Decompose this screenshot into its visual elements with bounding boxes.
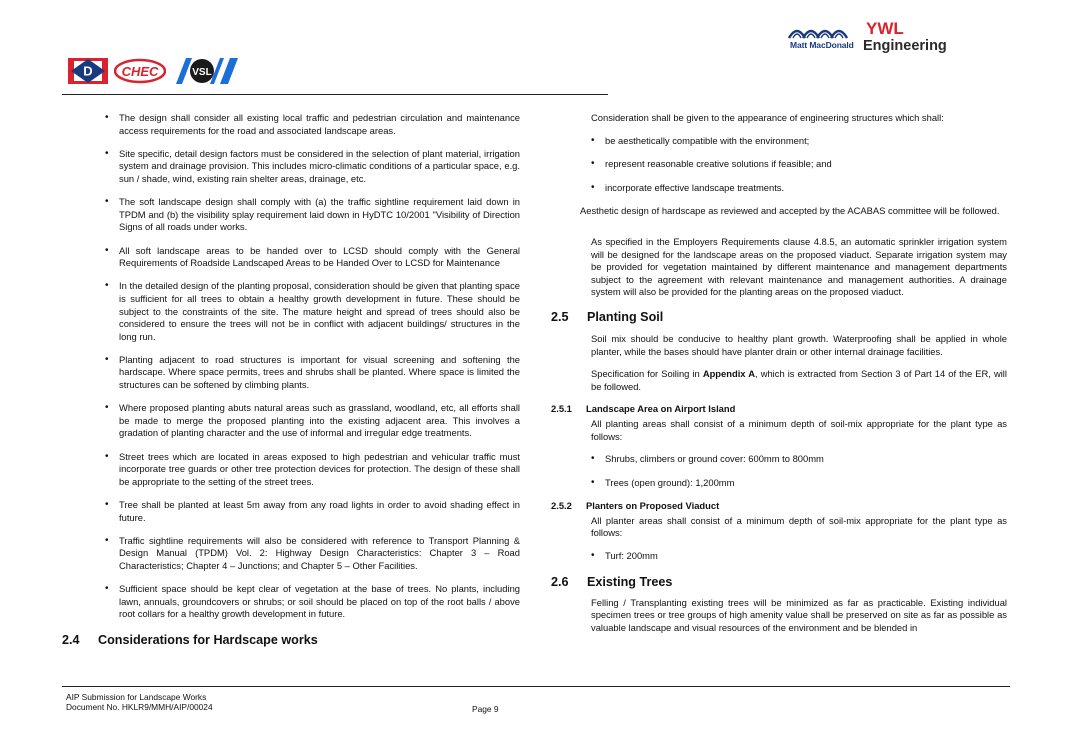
list-item: • incorporate effective landscape treatments. xyxy=(551,182,1007,195)
section-number: 2.4 xyxy=(62,632,80,647)
section-heading-2-5-1 xyxy=(551,403,1007,416)
airport-bullet-list xyxy=(551,453,1007,489)
list-item: • Turf: 200mm xyxy=(551,550,1007,563)
section-title: Considerations for Hardscape works xyxy=(98,632,318,647)
section-title: Existing Trees xyxy=(587,574,673,589)
section-number: 2.5.2 xyxy=(551,500,572,512)
list-item: • Sufficient space should be kept clear of vegetation at the base of trees. No plants, including lawn, annuals, groundcovers or shrubs; or soil should be placed on top of the root balls / above root collars for a healthy growth development in future. xyxy=(62,583,520,621)
section-heading-2-5 xyxy=(551,309,1007,325)
list-item: • represent reasonable creative solutions if feasible; and xyxy=(551,158,1007,171)
vsl-logo-text: VSL xyxy=(192,67,212,78)
d-logo xyxy=(68,58,108,84)
partner-logos xyxy=(68,56,240,86)
chec-logo-text: CHEC xyxy=(121,64,159,79)
list-item: • Street trees which are located in areas exposed to high pedestrian and vehicular traffic must incorporate tree guards or other tree protection devices for protection. The design of these shall be appropriate to the setting of the street trees. xyxy=(62,451,520,489)
section-title: Landscape Area on Airport Island xyxy=(586,403,736,415)
footer-title: AIP Submission for Landscape Works xyxy=(66,692,207,702)
section-title: Planting Soil xyxy=(587,309,664,324)
section-number: 2.6 xyxy=(551,574,569,589)
sprinkler-paragraph: As specified in the Employers Requirements clause 4.8.5, an automatic sprinkler irrigation system will be designed for the landscape areas on the proposed viaduct. Separate irrigation system may be provided for vegetation maintained by different maintenance and management departments subject to the agreement with relevant maintenance and management authorities. A drainage system will also be provided for the planting areas on the proposed viaduct. xyxy=(591,235,1007,298)
existing-trees-paragraph: Felling / Transplanting existing trees will be minimized as far as practicable. Existing individual specimen trees or tree groups of high amenity value shall be preserved on site as far as possible as valuable landscape and visual resources of the environment and be blended in xyxy=(591,596,1007,633)
appendix-a-ref: Appendix A xyxy=(702,368,756,380)
footer-document-info xyxy=(66,692,213,712)
right-column xyxy=(551,112,1007,644)
section-heading-2-5-2 xyxy=(551,500,1007,513)
list-item: • be aesthetically compatible with the environment; xyxy=(551,135,1007,148)
matt-macdonald-text: Matt MacDonald xyxy=(790,40,854,50)
list-item: • In the detailed design of the planting proposal, consideration should be given that planting space is sufficient for all trees to obtain a healthy growth development in future. These should be subject to the constraints of the site. The mature height and spread of trees should also be considered to ensure the trees will not be in conflict with adjacent buildings/ structures in the long run. xyxy=(62,280,520,343)
hardscape-bullet-list xyxy=(551,135,1007,195)
list-item: • The soft landscape design shall comply with (a) the traffic sightline requirement laid down in TPDM and (b) the visibility splay requirement laid down in HyDTC 10/2001 "Visibility of Direction Signs of all roads under works. xyxy=(62,196,520,234)
soil-mix-paragraph: Soil mix should be conducive to healthy plant growth. Waterproofing shall be applied in whole planter, while the bases should have planter drain or other internal drainage facilities. xyxy=(591,332,1007,357)
hardscape-intro: Consideration shall be given to the appearance of engineering structures which shall: xyxy=(591,112,944,123)
section-title: Planters on Proposed Viaduct xyxy=(586,500,720,512)
page-number: Page 9 xyxy=(472,704,499,714)
footer-document-number: Document No. HKLR9/MMH/AIP/00024 xyxy=(66,702,213,712)
section-heading-2-6 xyxy=(551,574,1007,590)
viaduct-bullet-list xyxy=(551,550,1007,563)
d-logo-text: D xyxy=(83,63,93,79)
chec-logo xyxy=(114,58,166,84)
spec-text-post: , which is extracted from Section 3 of Part 14 of the ER, will be followed. xyxy=(591,368,1007,392)
list-item: • Shrubs, climbers or ground cover: 600mm to 800mm xyxy=(551,453,1007,466)
vsl-logo xyxy=(172,58,240,84)
soiling-spec-paragraph xyxy=(551,368,1007,393)
section-heading-2-4 xyxy=(62,632,520,648)
section-number: 2.5 xyxy=(551,309,569,324)
list-item: • All soft landscape areas to be handed over to LCSD should comply with the General Requirements of Roadside Landscaped Areas to be Handed Over to LCSD for Maintenance xyxy=(62,245,520,270)
airport-paragraph: All planting areas shall consist of a minimum depth of soil-mix appropriate for the plant type as follows: xyxy=(591,417,1007,442)
section-number: 2.5.1 xyxy=(551,403,572,415)
footer-divider xyxy=(62,686,1010,687)
list-item: • Site specific, detail design factors must be considered in the selection of plant material, irrigation system and drainage provision. This includes micro-climatic conditions of a particular space, e.g. sun / shade, wind, existing rain shelter areas, drainage, etc. xyxy=(62,148,520,186)
header-divider xyxy=(62,94,608,95)
left-bullet-list xyxy=(62,112,520,621)
viaduct-paragraph: All planter areas shall consist of a minimum depth of soil-mix appropriate for the plant type as follows: xyxy=(591,514,1007,539)
aesthetic-paragraph: Aesthetic design of hardscape as reviewed and accepted by the ACABAS committee will be followed. xyxy=(580,205,1000,217)
list-item: • Planting adjacent to road structures is important for visual screening and softening the hardscape. Where space permits, trees and shrubs shall be planted. Where space is limited the structures can be softened by climbing plants. xyxy=(62,354,520,392)
list-item: • Traffic sightline requirements will also be considered with reference to Transport Planning & Design Manual (TPDM) Vol. 2: Highway Design Characteristics: Chapter 3 – Road Characteristics; Chapter 4 – Junctions; and Chapter 5 – Other Facilities. xyxy=(62,535,520,573)
spec-text-pre: Specification for Soiling in xyxy=(591,368,703,380)
left-column xyxy=(62,112,520,648)
ywl-logo-text: YWL xyxy=(866,19,904,38)
list-item: • Tree shall be planted at least 5m away from any road lights in order to avoid shading effect in future. xyxy=(62,499,520,524)
list-item: • The design shall consider all existing local traffic and pedestrian circulation and maintenance access requirements for the road and associated landscape areas. xyxy=(62,112,520,137)
list-item: • Where proposed planting abuts natural areas such as grassland, woodland, etc, all efforts shall be made to merge the proposed planting into the existing adjacent area. This involves a gradation of planting character and the use of informal and irregular edge treatments. xyxy=(62,402,520,440)
engineering-logo-text: Engineering xyxy=(863,38,947,54)
list-item: • Trees (open ground): 1,200mm xyxy=(551,477,1007,490)
